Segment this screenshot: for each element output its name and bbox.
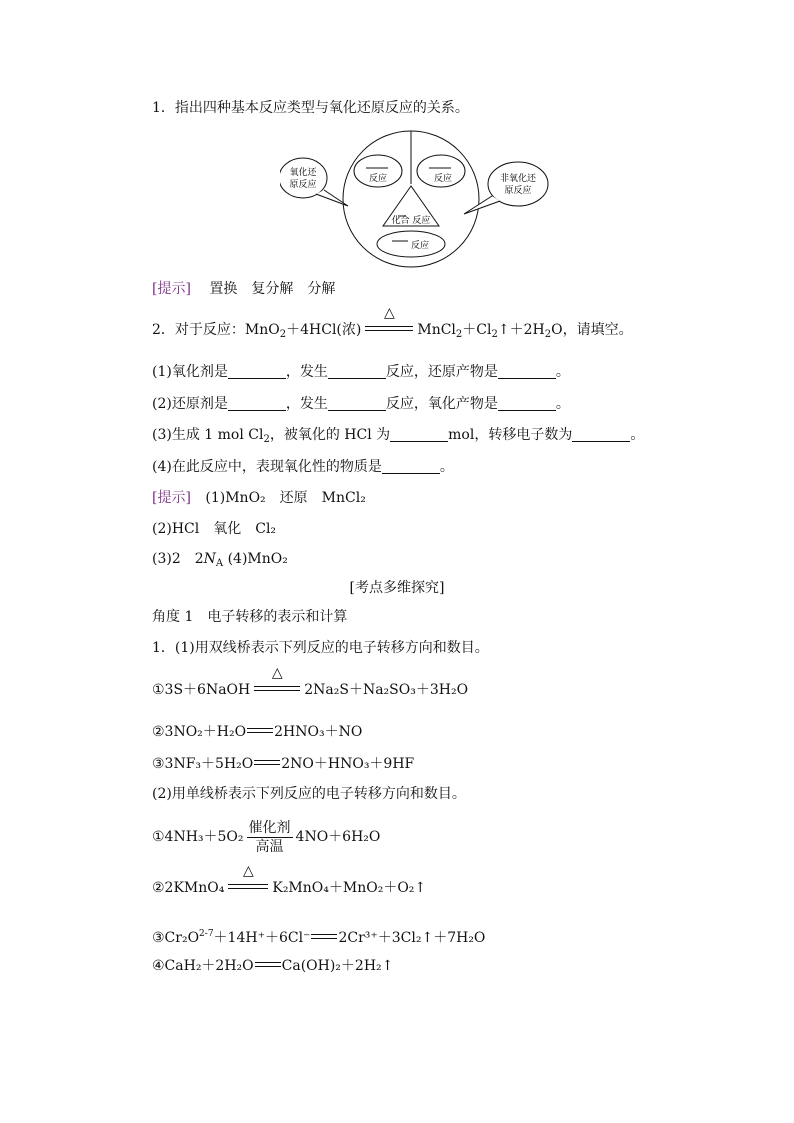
hint-1: [152, 279, 335, 299]
equation-7: ④CaH₂＋2H₂O Ca(OH)₂＋2H₂↑: [152, 958, 394, 974]
question-2: 2．对于反应：MnO$_2$＋4HCl(浓) △ $MnCl_2+Cl_2↑+2H_2O$，请填空。: [152, 305, 633, 340]
left-bubble: [280, 158, 327, 198]
triangle-label: 化合 反应: [391, 216, 431, 226]
left-bubble-line1: 氧化还: [289, 168, 317, 178]
right-bubble-line1: 非氧化还: [499, 174, 537, 184]
equation-2: ②3NO₂＋H₂O 2HNO₃＋NO: [152, 724, 363, 740]
right-bubble-line2: 原反应: [504, 186, 532, 196]
hint-2-line3: (3)2 $2N_A$ (4)MnO₂: [152, 551, 288, 569]
top-left-label: 反应: [368, 174, 388, 184]
section-title: [考点多维探究]: [349, 580, 445, 596]
q2-sub4: (4)在此反应中，表现氧化性的物质是 。: [152, 459, 454, 475]
hint-2-line2: (2)HCl 氧化 Cl₂: [152, 521, 277, 537]
reaction-type-diagram: [280, 128, 550, 270]
part-1-instruction: 1．(1)用双线桥表示下列反应的电子转移方向和数目。: [152, 640, 489, 656]
hint-1-text: 置换 复分解 分解: [209, 281, 336, 297]
bottom-label: 反应: [410, 241, 430, 251]
top-right-label: 反应: [433, 174, 453, 184]
q2-intro: 2．对于反应：MnO: [152, 322, 280, 338]
angle-title: 角度 1 电子转移的表示和计算: [152, 609, 348, 625]
equation-5: ②2KMnO₄ △ K₂MnO₄＋MnO₂＋O₂↑: [152, 863, 427, 896]
question-1: 1．指出四种基本反应类型与氧化还原反应的关系。: [152, 100, 469, 116]
heat-equals-sign: △: [365, 321, 413, 335]
hint-tag: [提示]: [152, 281, 191, 297]
q2-tail: ，请填空。: [562, 322, 633, 338]
equation-4: ①4NH₃＋5O₂ $\frac{\text{催化剂}}{\text{高温}}$ 4NO＋6H₂O: [152, 819, 381, 855]
hint-tag-2: [提示]: [152, 490, 191, 506]
q2-sub2: (2)还原剂是 ，发生 反应，氧化产物是 。: [152, 396, 570, 412]
part-2-instruction: (2)用单线桥表示下列反应的电子转移方向和数目。: [152, 786, 466, 802]
equation-1: ①3S＋6NaOH △ 2Na₂S＋Na₂SO₃＋3H₂O: [152, 665, 469, 698]
q2-sub1: (1)氧化剂是 ，发生 反应，还原产物是 。: [152, 364, 570, 380]
equation-6: $③Cr_2O^{2-7}+14H^++6Cl^-$ 2Cr³⁺＋3Cl₂↑＋7H₂O: [152, 929, 486, 946]
q2-sub3: (3)生成 1 mol $Cl_2$，被氧化的 HCl 为 mol，转移电子数为 。: [152, 427, 645, 445]
hint-2-line1: [提示] (1)MnO₂ 还原 MnCl₂: [152, 490, 366, 506]
left-bubble-line2: 原反应: [289, 180, 317, 190]
equation-3: ③3NF₃＋5H₂O 2NO＋HNO₃＋9HF: [152, 756, 415, 772]
